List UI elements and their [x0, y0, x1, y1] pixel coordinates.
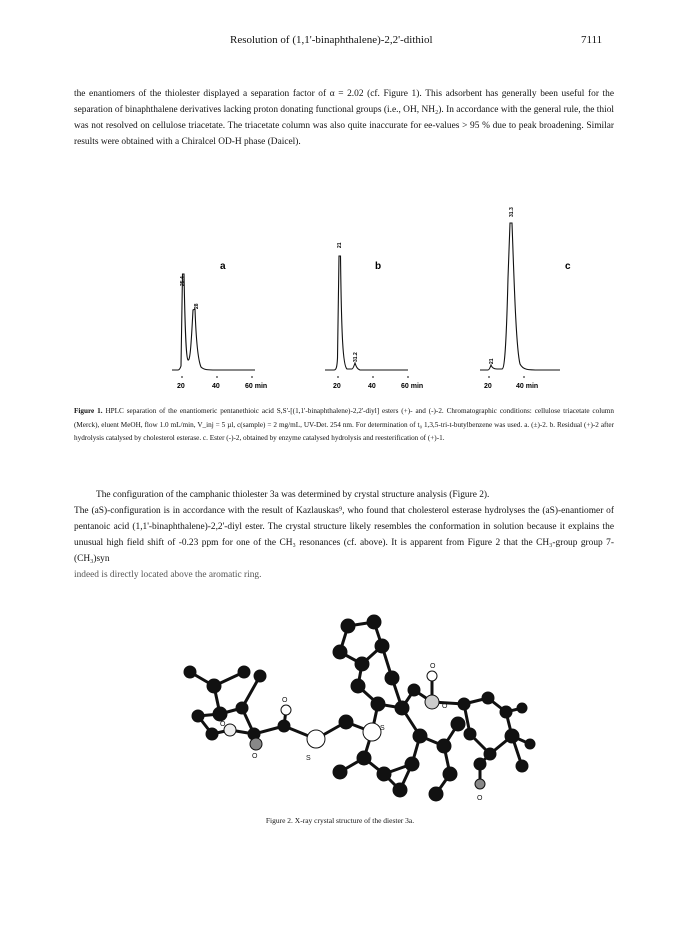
tick-c-20: 20: [484, 383, 492, 390]
trace-a: [172, 274, 255, 370]
peak-label-b1: 21: [337, 242, 343, 248]
peak-label-a2: 28: [194, 303, 200, 309]
panel-label-b: b: [375, 261, 382, 272]
paragraph-2: [74, 487, 614, 583]
atom-label-o4: O: [430, 663, 436, 670]
atom-label-o2: O: [252, 753, 258, 760]
atom-label-o1: O: [220, 721, 226, 728]
figure-1-caption-text: HPLC separation of the enantiomeric pentanethioic acid S,S'-[(1,1'-binaphthalene)-2,2'-diyl] esters (+)- and (-)-2. Chromatographic conditions: cellulose triacetate column (Merck), eluent MeOH, flow 1.0 mL/min, V_inj = 5 µl, c(sample) = 2 mg/mL, UV-Det. 254 nm. For determination of t₀ 1,3,5-tri-t-butylbenzene was used. a. (±)-2. b. Residual (+)-2 after hydrolysis catalysed by cholesterol esterase. c. Ester (-)-2, obtained by enzyme catalysed hydrolysis and reesterification of (+)-1.: [74, 407, 614, 442]
atom-label-s1: S: [306, 755, 311, 762]
figure-2-caption: Figure 2. X-ray crystal structure of the diester 3a.: [265, 816, 415, 825]
tick-a-20: 20: [177, 383, 185, 390]
chromatogram-c: [480, 207, 571, 390]
peak-label-a1: 25.4: [180, 276, 186, 286]
panel-label-a: a: [220, 261, 226, 272]
paragraph-2-last-line: indeed is directly located above the aromatic ring.: [74, 570, 262, 580]
tick-b-60: 60 min: [401, 383, 424, 390]
running-title: Resolution of (1,1'-binaphthalene)-2,2'-dithiol: [230, 34, 433, 46]
tick-a-40: 40: [212, 383, 220, 390]
figure-2-crystal-structure: [150, 604, 550, 810]
chromatogram-b: [325, 242, 423, 390]
figure-1-caption-label: Figure 1.: [74, 407, 103, 415]
peak-label-c2: 31.3: [509, 207, 515, 217]
tick-b-20: 20: [333, 383, 341, 390]
paragraph-1: the enantiomers of the thiolester displayed a separation factor of α = 2.02 (cf. Figure 1). This adsorbent has generally been useful for the separation of binaphthalene derivatives lacking proton donating functional groups (i.e., OH, NH₂). In accordance with the general rule, the thiol was not resolved on cellulose triacetate. The triacetate column was also quite inaccurate for ee-values > 95 % due to peak broadening. Similar results were obtained with a Chiralcel OD-H phase (Daicel).: [74, 89, 614, 147]
figure-1-chromatograms: [0, 198, 680, 402]
running-header: [0, 34, 680, 50]
panel-label-c: c: [565, 261, 571, 272]
atom-label-o3: O: [282, 697, 288, 704]
peak-label-b2: 31.2: [353, 352, 359, 362]
tick-b-40: 40: [368, 383, 376, 390]
chromatogram-a: [172, 261, 267, 390]
figure-1-caption: [74, 405, 614, 446]
crystal-atoms: [184, 615, 535, 801]
page-number: 7111: [581, 34, 603, 46]
atom-label-o5: O: [442, 703, 448, 710]
paragraph-2-first-line: The configuration of the camphanic thiolester 3a was determined by crystal structure analysis (Figure 2).: [96, 490, 490, 500]
trace-c: [480, 223, 560, 370]
tick-c-40: 40 min: [516, 383, 539, 390]
peak-label-c1: 21: [489, 358, 495, 364]
trace-b: [325, 256, 408, 370]
atom-label-s2: S: [380, 725, 385, 732]
paragraph-2-body: The (aS)-configuration is in accordance with the result of Kazlauskas⁹, who found that cholesterol esterase hydrolyses the (aS)-enantiomer of pentanoic acid (1,1'-binaphthalene)-2,2'-diyl ester. The crystal structure likely resembles the conformation in solution because it explains the unusual high field shift of -0.23 ppm for one of the CH₃ resonances (cf. above). It is apparent from Figure 2 that the CH₃-group group 7-(CH₃)syn: [74, 506, 614, 564]
atom-label-o6: O: [477, 795, 483, 802]
tick-a-60: 60 min: [245, 383, 268, 390]
